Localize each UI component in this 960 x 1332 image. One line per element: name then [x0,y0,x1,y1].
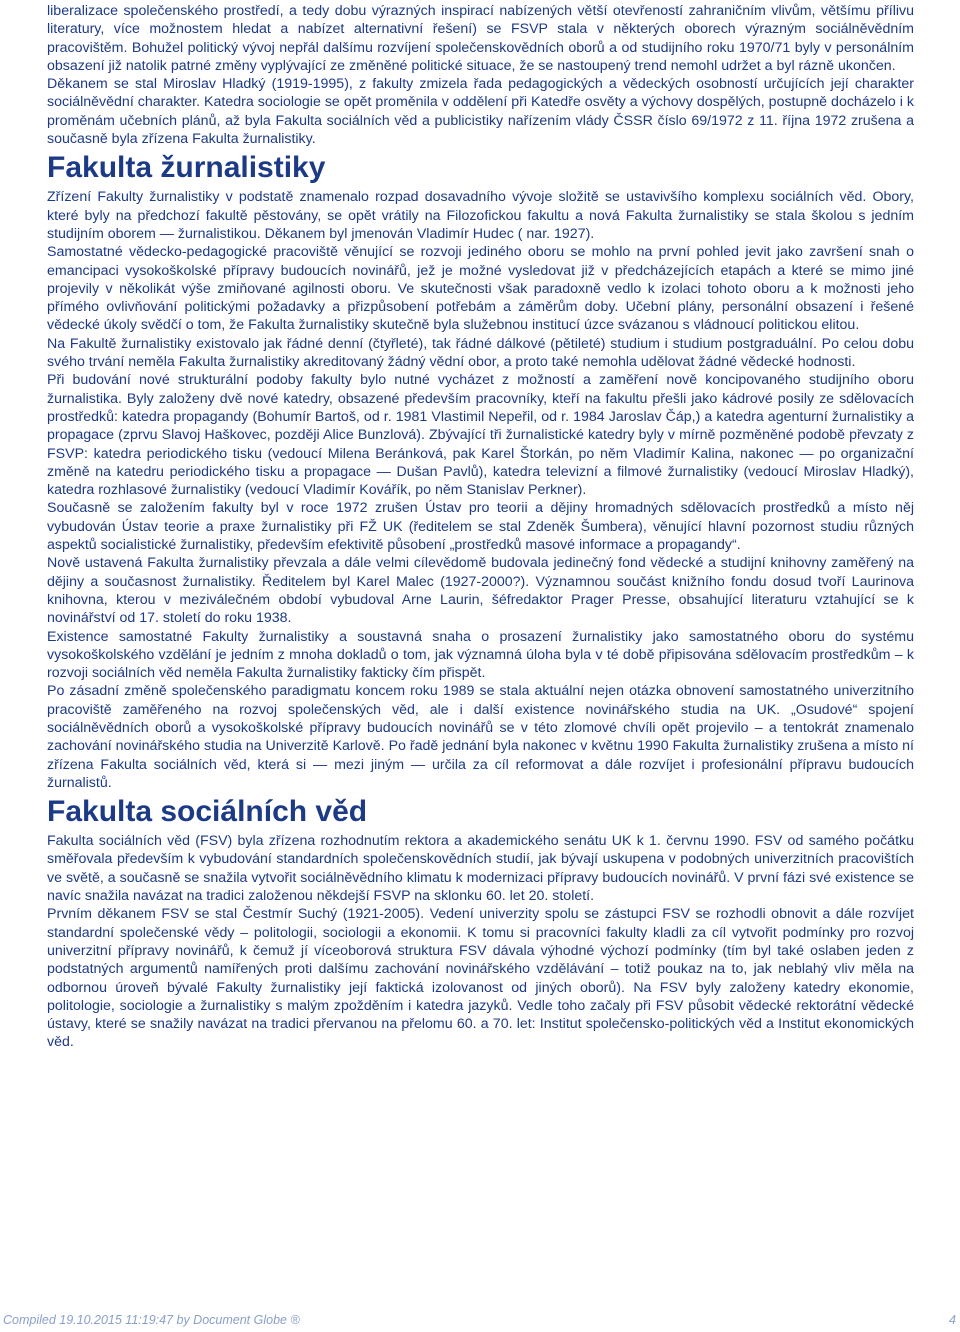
intro-paragraph-1: liberalizace společenského prostředí, a tedy dobu výrazných inspirací nabízených větší otevřeností zahraničním vlivům, většímu přílivu literatury, více možnostem hledat a nabízet alternativní řešení) se FSVP stala v některých oborech výrazným sociálněvědním pracovištěm. Bohužel politický vývoj nepřál dalšímu rozvíjení společenskovědních oborů a od studijního roku 1970/71 byly v personálním obsazení již natolik patrné změny vyplývající ze změněné politické situace, že se nastoupený trend nemohl udržet a byl rázně ukončen. [47,3,914,74]
section1-paragraph-5: Současně se založením fakulty byl v roce 1972 zrušen Ústav pro teorii a dějiny hromadných sdělovacích prostředků a místo něj vybudován Ústav teorie a praxe žurnalistiky při FŽ UK (ředitelem se stal Zdeněk Šumbera), věnující hlavní pozornost studiu různých aspektů socialistické žurnalistiky, především efektivitě působení „prostředků masové informace a propagandy“. [47,500,914,554]
intro-paragraph-2: Děkanem se stal Miroslav Hladký (1919-1995), z fakulty zmizela řada pedagogických a vědeckých osobností určujících její charakter sociálněvědní charakter. Katedra sociologie se opět proměnila v oddělení při Katedře osvěty a výchovy dospělých, postupně docházelo i k proměnám učebních plánů, až byla Fakulta sociálních věd a publicistiky nařízením vlády ČSSR číslo 69/1972 z 11. října 1972 zrušena a současně byla zřízena Fakulta žurnalistiky. [47,76,914,148]
section-heading-fakulta-zurnalistiky: Fakulta žurnalistiky [47,151,326,185]
section1-paragraph-1: Zřízení Fakulty žurnalistiky v podstatě znamenalo rozpad dosavadního vývoje složitě se ustavivšího komplexu sociálních věd. Obory, které byly na předchozí fakultě pěstovány, se opět vrátily na Filozofickou fakultu a nová Fakulta žurnalistiky se stala školou s jedním studijním oborem — žurnalistikou. Děkanem byl jmenován Vladimír Hudec ( nar. 1927). [47,189,914,242]
page-number: 4 [949,1313,956,1327]
document-page [47,0,914,1052]
section1-paragraph-8: Po zásadní změně společenského paradigmatu koncem roku 1989 se stala aktuální nejen otázka obnovení samostatného univerzitního pracoviště zaměřeného na rozvoj společenských věd, ale i další existence novinářského studia na UK. „Osudové“ spojení sociálněvědních oborů a vysokoškolské přípravy budoucích novinářů se v této zlomové chvíli opět projevilo – a tentokrát znamenalo zachování novinářského studia na Univerzitě Karlově. Po řadě jednání byla nakonec v květnu 1990 Fakulta žurnalistiky zrušena a místo ní zřízena Fakulta sociálních věd, která si — mezi jiným — určila za cíl reformovat a dále rozvíjet i profesionální přípravu budoucích žurnalistů. [47,683,914,791]
section1-paragraph-6: Nově ustavená Fakulta žurnalistiky převzala a dále velmi cílevědomě budovala jedinečný fond vědecké a studijní knihovny zaměřený na dějiny a současnost žurnalistiky. Ředitelem byl Karel Malec (1927-2000?). Významnou součást knižního fondu dosud tvoří Laurinova knihovna, kterou v meziválečném období vybudoval Arne Laurin, šéfredaktor Prager Presse, obsahující literaturu vztahující se k novinářství od 17. století do roku 1938. [47,555,914,627]
section1-paragraph-3: Na Fakultě žurnalistiky existovalo jak řádné denní (čtyřleté), tak řádné dálkové (pětileté) studium i studium postgraduální. Po celou dobu svého trvání neměla Fakulta žurnalistiky akreditovaný žádný vědní obor, a proto také nemohla udělovat žádné vědecké hodnosti. [47,335,914,371]
section2-paragraph-2: Prvním děkanem FSV se stal Čestmír Suchý (1921-2005). Vedení univerzity spolu se zástupci FSV se rozhodli obnovit a dále rozvíjet standardní společenské vědy – politologii, sociologii a ekonomii. K tomu si pracovníci fakulty kladli za cíl vytvořit podmínky pro rozvoj univerzitní přípravy novinářů, k čemuž jí víceoborová struktura FSV dávala výhodné výchozí podmínky (tím byl také oslaben jeden z podstatných argumentů namířených proti dalšímu zachování novinářského vzdělávání – totiž poukaz na to, jak neblahý vliv měla na odbornou úroveň bývalé Fakulty žurnalistiky její faktická izolovanost od jiných oborů). Na FSV byly založeny katedry ekonomie, politologie, sociologie a žurnalistiky s malým zpožděním i katedra jazyků. Vedle toho začaly při FSV působit vědecké rektorátní vědecké ústavy, které se snažily navázat na tradici přervanou na přelomu 60. a 70. let: Institut společensko-politických věd a Institut ekonomických věd. [47,906,914,1051]
section1-paragraph-7: Existence samostatné Fakulty žurnalistiky a soustavná snaha o prosazení žurnalistiky jako samostatného oboru do systému vysokoškolského vzdělání je jedním z mnoha dokladů o tom, jak významná úloha byla v té době připisována sdělovacím prostředkům – k rozvoji sociálních věd neměla Fakulta žurnalistiky fakticky čím přispět. [47,628,914,682]
section2-paragraph-1: Fakulta sociálních věd (FSV) byla zřízena rozhodnutím rektora a akademického senátu UK k 1. červnu 1990. FSV od samého počátku směřovala především k vybudování standardních společenskovědních studií, jak bývají uskupena v podobných univerzitních pracovištích ve světě, a současně se snažila vytvořit sociálněvědního klimatu k modernizaci přípravy budoucích novinářů. V první fázi své existence se navíc snažila navázat na tradici založenou někdejší FSVP na sklonku 60. let 20. století. [47,833,914,905]
section-heading-fakulta-socialnich-ved: Fakulta sociálních věd [47,795,368,829]
section1-paragraph-4: Při budování nové strukturální podoby fakulty bylo nutné vycházet z možností a zaměření nově koncipovaného studijního oboru žurnalistika. Byly založeny dvě nové katedry, obsazené především pracovníky, kteří na fakultu přešli jako kádrové posily ze sdělovacích prostředků: katedra propagandy (Bohumír Bartoš, od r. 1981 Vlastimil Nepeřil, od r. 1984 Jaroslav Čáp,) a katedra agenturní žurnalistiky a propagace (zprvu Slavoj Haškovec, později Alice Bunzlová). Zbývající tři žurnalistické katedry byly v mírně pozměněné podobě převzaty z FSVP: katedra periodického tisku (vedoucí Milena Beránková, pak Karel Štorkán, po něm Vladimír Kalina, nakonec — po organizační změně na katedru periodického tisku a propagace — Dušan Pavlů), katedra televizní a filmové žurnalistiky (vedoucí Miroslav Hladký), katedra rozhlasové žurnalistiky (vedoucí Vladimír Kovářík, po něm Stanislav Perkner). [47,372,914,499]
section1-paragraph-2: Samostatné vědecko-pedagogické pracoviště věnující se rozvoji jediného oboru se mohlo na první pohled jevit jako završení snah o emancipaci vysokoškolské přípravy budoucích novinářů, jež je možné vysledovat již v předcházejících etapách a které se mimo jiné projevily v několikát výše zmiňované agilnosti oboru. Ve skutečnosti však paradoxně vedlo k izolaci tohoto oboru a k možnosti jeho přímého ovlivňování politickými požadavky a přizpůsobení potřebám a záměrům doby. Učební plány, personální obsazení i řešené vědecké úkoly svědčí o tom, že Fakulta žurnalistiky skutečně byla služebnou institucí úzce svázanou s vládnoucí politickou elitou. [47,244,914,334]
footer-compiled-note: Compiled 19.10.2015 11:19:47 by Document Globe ® [3,1313,300,1327]
